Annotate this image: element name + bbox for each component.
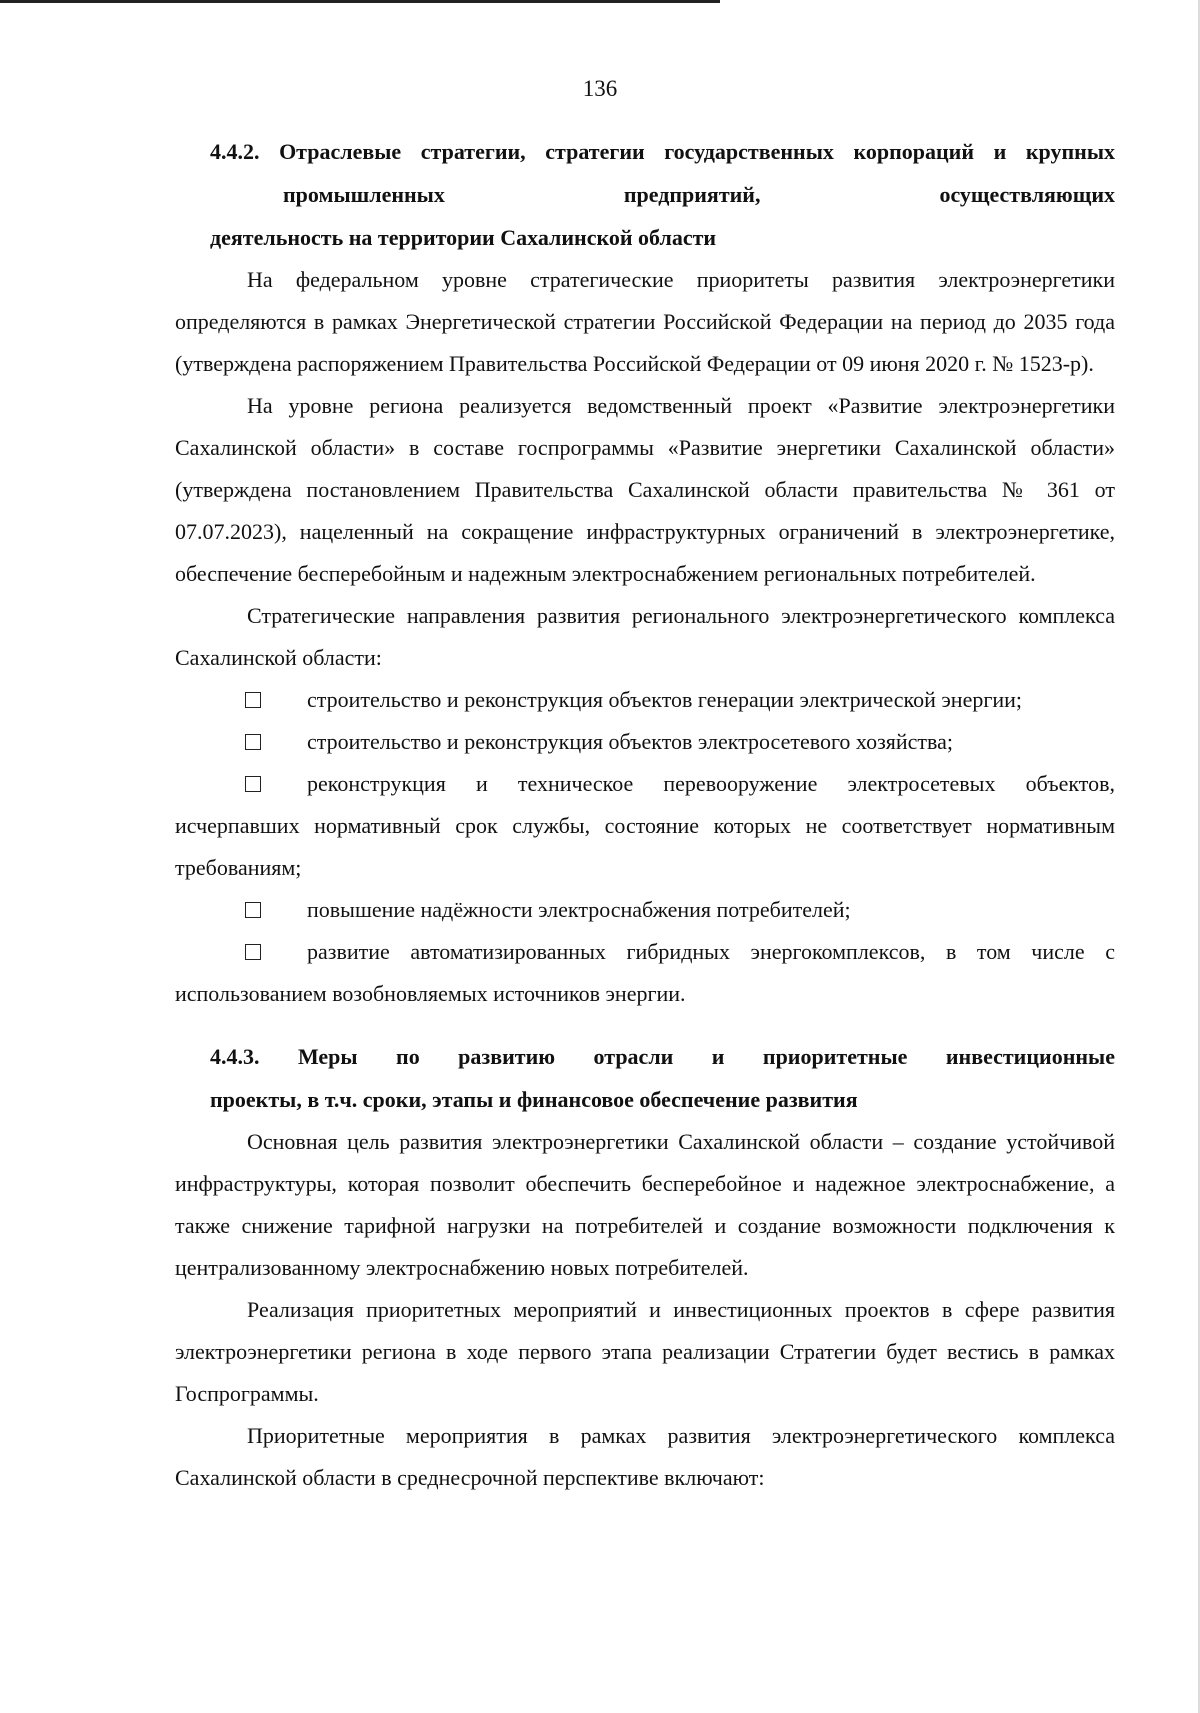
list-item xyxy=(175,679,1115,721)
heading-line-2: проекты, в т.ч. сроки, этапы и финансовое обеспечение развития xyxy=(210,1087,858,1112)
heading-line-3: деятельность на территории Сахалинской области xyxy=(210,225,717,250)
paragraph: На федеральном уровне стратегические приоритеты развития электроэнергетики определяются в рамках Энергетической стратегии Российской Федерации на период до 2035 года (утверждена распоряжением Правительства Российской Федерации от 09 июня 2020 г. № 1523-р). xyxy=(175,267,1115,376)
list-item xyxy=(175,889,1115,931)
paragraph: Реализация приоритетных мероприятий и инвестиционных проектов в сфере развития электроэнергетики региона в ходе первого этапа реализации Стратегии будет вестись в рамках Госпрограммы. xyxy=(175,1297,1115,1406)
list-item xyxy=(175,931,1115,1015)
section-heading xyxy=(175,130,1115,259)
list-item xyxy=(175,763,1115,889)
section-heading xyxy=(175,1035,1115,1121)
heading-line-2: крупных промышленных предприятий, осуществляющих xyxy=(283,139,1115,207)
scan-top-border xyxy=(0,0,720,3)
page-number: 136 xyxy=(582,76,618,101)
list-item-text: реконструкция и техническое перевооружение электросетевых объектов, исчерпавших нормативный срок службы, состояние которых не соответствует нормативным требованиям; xyxy=(175,771,1115,880)
heading-line-1: 4.4.2. Отраслевые стратегии, стратегии государственных корпораций и xyxy=(210,139,1007,164)
paragraph: Приоритетные мероприятия в рамках развития электроэнергетического комплекса Сахалинской области в среднесрочной перспективе включают: xyxy=(175,1423,1115,1490)
list-item-text: строительство и реконструкция объектов генерации электрической энергии; xyxy=(307,687,1023,712)
checkbox-bullet-icon xyxy=(245,776,261,792)
bullet-list xyxy=(175,679,1115,1015)
checkbox-bullet-icon xyxy=(245,902,261,918)
checkbox-bullet-icon xyxy=(245,692,261,708)
section-4-4-2 xyxy=(175,130,1115,1015)
list-item-text: повышение надёжности электроснабжения потребителей; xyxy=(307,897,851,922)
list-item xyxy=(175,721,1115,763)
section-4-4-3 xyxy=(175,1035,1115,1499)
checkbox-bullet-icon xyxy=(245,944,261,960)
document-body xyxy=(175,130,1115,1499)
heading-line-1: 4.4.3. Меры по развитию отрасли и приоритетные инвестиционные xyxy=(210,1044,1115,1069)
paragraph: Стратегические направления развития регионального электроэнергетического комплекса Сахалинской области: xyxy=(175,603,1115,670)
paragraph: На уровне региона реализуется ведомственный проект «Развитие электроэнергетики Сахалинской области» в составе госпрограммы «Развитие энергетики Сахалинской области» (утверждена постановлением Правительства Сахалинской области правительства № 361 от 07.07.2023), нацеленный на сокращение инфраструктурных ограничений в электроэнергетике, обеспечение бесперебойным и надежным электроснабжением региональных потребителей. xyxy=(175,393,1115,586)
paragraph: Основная цель развития электроэнергетики Сахалинской области – создание устойчивой инфраструктуры, которая позволит обеспечить бесперебойное и надежное электроснабжение, а также снижение тарифной нагрузки на потребителей и создание возможности подключения к централизованному электроснабжению новых потребителей. xyxy=(175,1129,1115,1280)
list-item-text: строительство и реконструкция объектов электросетевого хозяйства; xyxy=(307,729,954,754)
list-item-text: развитие автоматизированных гибридных энергокомплексов, в том числе с использованием возобновляемых источников энергии. xyxy=(175,939,1115,1006)
checkbox-bullet-icon xyxy=(245,734,261,750)
